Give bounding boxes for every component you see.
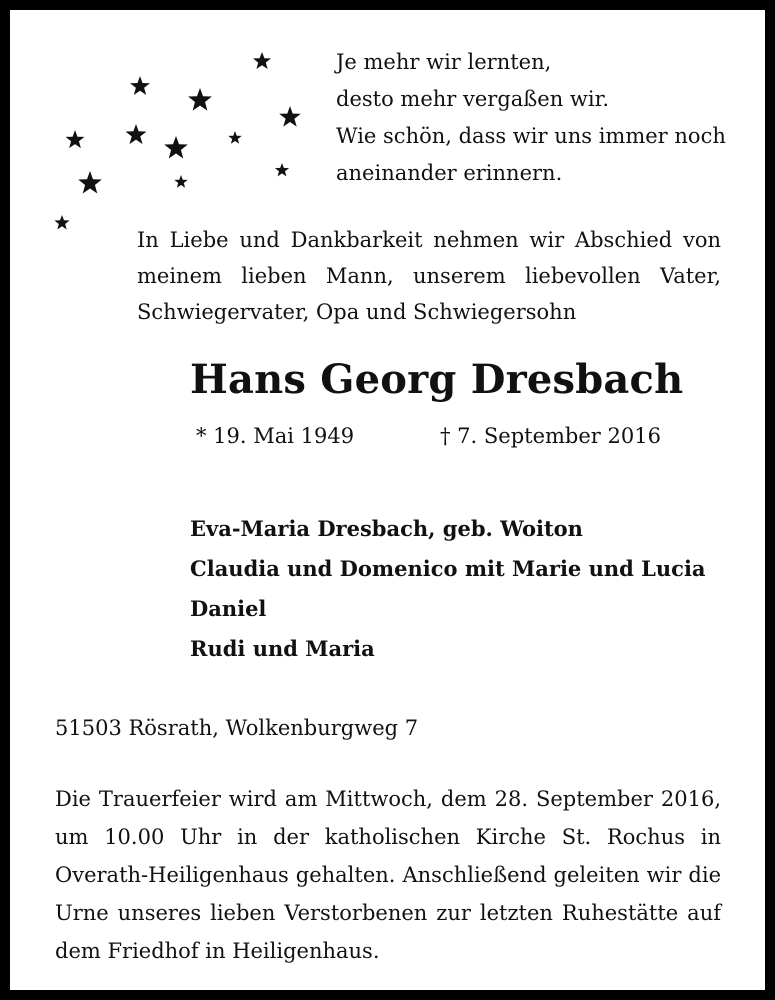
- star-icon: [130, 76, 150, 95]
- star-icon: [126, 124, 147, 144]
- death-date: † 7. September 2016: [440, 424, 661, 448]
- star-icon: [78, 171, 102, 194]
- star-icon: [188, 88, 212, 111]
- mourner-entry: Claudia und Domenico mit Marie und Lucia: [190, 556, 706, 581]
- address: 51503 Rösrath, Wolkenburgweg 7: [55, 716, 419, 740]
- star-icon: [54, 215, 69, 230]
- mourner-entry: Daniel: [190, 596, 267, 621]
- star-icon: [275, 163, 289, 176]
- star-icon: [66, 130, 85, 148]
- star-icon: [279, 106, 301, 127]
- ceremony-text: Die Trauerfeier wird am Mittwoch, dem 28. September 2016, um 10.00 Uhr in der katholischen Kirche St. Rochus in Overath-Heiligenhaus gehalten. Anschließend geleiten wir die Urne unseres lieben Verstorbenen zur letzten Ruhestätte auf dem Friedhof in Heiligenhaus.: [55, 787, 721, 963]
- star-icon: [253, 52, 271, 69]
- star-icon: [228, 131, 241, 144]
- star-icon: [174, 175, 187, 188]
- mourner-entry: Eva-Maria Dresbach, geb. Woiton: [190, 516, 583, 541]
- deceased-name: Hans Georg Dresbach: [190, 356, 684, 403]
- poem-line: Wie schön, dass wir uns immer noch: [336, 124, 726, 148]
- birth-date: * 19. Mai 1949: [196, 424, 355, 448]
- star-icon: [164, 136, 188, 159]
- mourner-entry: Rudi und Maria: [190, 636, 375, 661]
- farewell-text: In Liebe und Dankbarkeit nehmen wir Abschied von meinem lieben Mann, unserem liebevollen Vater, Schwiegervater, Opa und Schwiegersohn: [137, 228, 721, 324]
- star-cluster: [0, 0, 330, 260]
- poem: [336, 44, 726, 192]
- poem-line: aneinander erinnern.: [336, 161, 563, 185]
- poem-line: Je mehr wir lernten,: [336, 50, 552, 74]
- mourners-list: [190, 509, 706, 669]
- poem-line: desto mehr vergaßen wir.: [336, 87, 610, 111]
